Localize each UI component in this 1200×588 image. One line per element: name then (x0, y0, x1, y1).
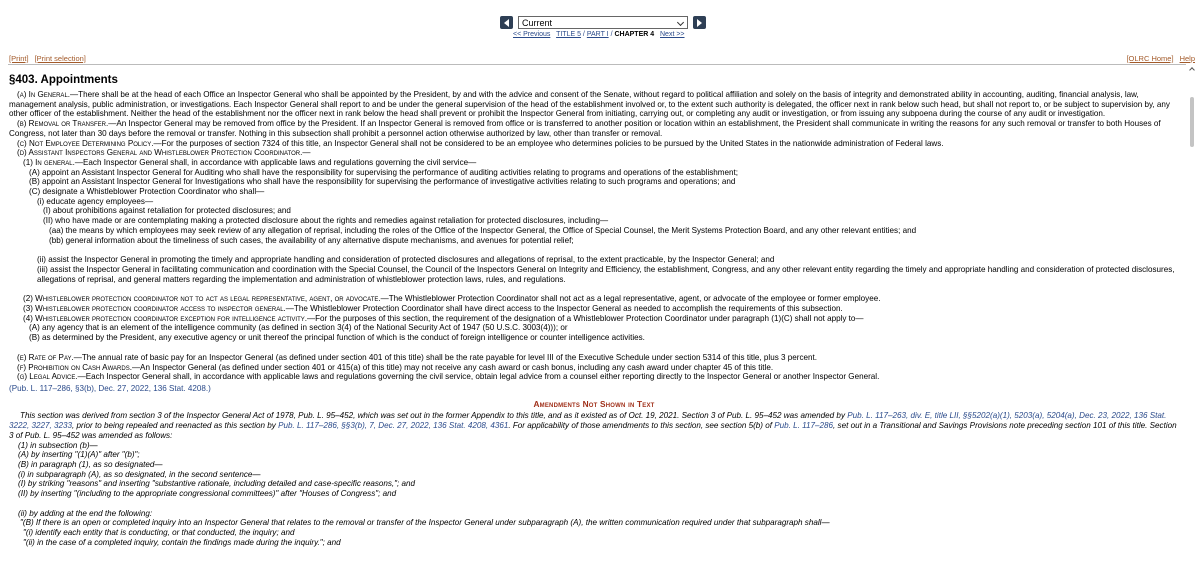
breadcrumb-part[interactable]: PART I (586, 31, 609, 38)
paragraph-d4 (9, 314, 1179, 324)
note-text: This section was derived from section 3 of the Inspector General Act of 1978, Pub. L. 95–452, which was set out in the former Appendix to this title, and as it existed as of Oct. 19, 2021. Section 3 of Pub. L. 95–452 was amended by (20, 411, 848, 421)
clause-d1Ci: (i) educate agency employees— (37, 196, 154, 206)
subsection-b-text: —An Inspector General may be removed from office by the President. If an Inspector General is removed from office or is transferred to another position or location within an establishment, the President shall communicate in writing the reasons for any such removal or transfer to both Houses of Congress, not later than 30 days before the removal or transfer. Nothing in this subsection shall prohibit a personnel action otherwise authorized by law, other than transfer or removal. (9, 119, 1161, 138)
arrow-left-icon (504, 19, 509, 27)
pub-law-link[interactable]: Pub. L. 117–263, div. E, title LII, §§5202(a)(1), 5203(a), 5204(a), Dec. 23, 2022, 136 Stat. 3222, 3227, 3233 (9, 411, 1167, 431)
top-navigation (0, 0, 1200, 44)
subsection-c-heading: (c) Not Employee Determining Policy. (17, 138, 154, 148)
note-line: "(B) If there is an open or completed inquiry into an Inspector General that relates to the removal or transfer of the Inspector General under subparagraph (A), the written communication required under that subparagraph shall— (20, 518, 830, 528)
subclause-d1CiII: (II) who have made or are contemplating making a protected disclosure about the rights and remedies against retaliation for protected disclosures, including— (43, 216, 609, 226)
amendments-note (9, 411, 1179, 440)
note-text: , prior to being repealed and reenacted as this section by (72, 421, 279, 431)
item-bb: (bb) general information about the timeliness of such cases, the availability of any alternative dispute mechanisms, and avenues for potential relief; (49, 235, 574, 245)
next-version-button[interactable] (693, 16, 706, 29)
note-line: (II) by inserting "(including to the appropriate congressional committees)" after "Houses of Congress"; and (18, 489, 397, 499)
clause-d1Ciii (9, 265, 1179, 284)
subclause-d1CiI: (I) about prohibitions against retaliation for protected disclosures; and (43, 206, 291, 216)
subsection-f-text: —An Inspector General (as defined under section 401 or 415(a) of this title) may not receive any cash award or cash bonus, including any cash award under chapter 45 of this title. (131, 362, 774, 372)
paragraph-d2 (9, 294, 1179, 304)
breadcrumb-title[interactable]: TITLE 5 (556, 31, 581, 38)
subsection-b (9, 119, 1179, 138)
note-line: (B) in paragraph (1), as so designated— (18, 459, 163, 469)
note-line: "(ii) in the case of a completed inquiry, contain the findings made during the inquiry."; and (23, 537, 341, 547)
subsection-c (9, 139, 1179, 149)
pub-law-link[interactable]: Pub. L. 117–286 (774, 421, 834, 431)
scrollbar-thumb[interactable] (1190, 97, 1194, 147)
breadcrumb (513, 31, 685, 38)
subsection-a-heading: (a) In General. (17, 90, 71, 99)
print-selection-link[interactable]: [Print selection] (34, 54, 86, 63)
subsection-e-text: —The annual rate of basic pay for an Inspector General (as defined under section 401 of this title) shall be the rate payable for level III of the Executive Schedule under section 5314 of this title, plus 3 percent. (73, 352, 818, 362)
spacer (9, 499, 1179, 509)
spacer (9, 284, 1179, 294)
note-line: (ii) by adding at the end the following: (18, 508, 153, 518)
paragraph-d2-text: —The Whistleblower Protection Coordinator shall not act as a legal representative, agent, or advocate of the employee or former employee. (380, 294, 881, 304)
spacer (9, 343, 1179, 353)
header-divider (8, 64, 1186, 65)
subparagraph-d4B: (B) as determined by the President, any executive agency or unit thereof the principal function of which is the conduct of foreign intelligence or counter intelligence activities. (29, 333, 645, 343)
subsection-g (9, 372, 1179, 382)
paragraph-d1-heading: (1) In general. (23, 157, 75, 167)
note-line: (A) by inserting "(1)(A)" after "(b)"; (18, 450, 140, 460)
note-line: (1) in subsection (b)— (18, 440, 98, 450)
paragraph-d3-heading: (3) Whistleblower protection coordinator access to inspector general. (23, 304, 286, 314)
help-link[interactable]: Help (1179, 54, 1195, 63)
prev-version-button[interactable] (500, 16, 513, 29)
nav-controls (500, 16, 706, 29)
subparagraph-d1A: (A) appoint an Assistant Inspector General for Auditing who shall have the responsibility for supervising the performance of auditing activities relating to programs and operations of the establishment; (29, 167, 739, 177)
arrow-right-icon (697, 19, 702, 27)
subparagraph-d4A: (A) any agency that is an element of the intelligence community (as defined in section 3(4) of the National Security Act of 1947 (50 U.S.C. 3003(4))); or (29, 323, 568, 333)
version-select[interactable] (518, 16, 688, 29)
note-text: . For applicability of those amendments to this section, see section 5(b) of (508, 421, 775, 431)
paragraph-d3-text: —The Whistleblower Protection Coordinator shall have direct access to the Inspector General as needed to accomplish the requirements of this subsection. (285, 304, 843, 314)
subparagraph-d1C: (C) designate a Whistleblower Protection Coordinator who shall— (29, 187, 265, 197)
previous-link[interactable]: << Previous (513, 31, 551, 38)
print-links (9, 54, 92, 63)
note-text: , set out in a Transitional and Savings Provisions note preceding section 101 of this title. Section 3 of Pub. L. 95–452 was amended as follows: (9, 421, 1177, 440)
note-line: "(i) identify each entity that is conducting, or that conducted, the inquiry; and (23, 528, 295, 538)
paragraph-d4-text: —For the purposes of this section, the requirement of the designation of a Whistleblower Protection Coordinator under paragraph (1)(C) shall not apply to— (307, 313, 864, 323)
subsection-a-text: —There shall be at the head of each Office an Inspector General who shall be appointed by the President, by and with the advice and consent of the Senate, without regard to political affiliation and solely on the basis of integrity and demonstrated ability in accounting, auditing, financial analysis, law, management analysis, public administration, or investigations. Each Inspector General shall report to and be under the general supervision of the head of the establishment involved or, to the extent such authority is delegated, the officer next in rank below such head, but shall not report to, or be subject to supervision by, any other officer of the establishment. Neither the head of the establishment nor the officer next in rank below the head shall prevent or prohibit the Inspector General from initiating, carrying out, or completing any audit or investigation, or from issuing any subpoena during the course of any audit or investigation. (9, 90, 1170, 119)
section-content (9, 74, 1179, 548)
amendments-heading: Amendments Not Shown in Text (533, 398, 655, 409)
subsection-f (9, 363, 1179, 373)
source-credit: (Pub. L. 117–286, §3(b), Dec. 27, 2022, 136 Stat. 4208.) (9, 383, 211, 393)
note-line: (i) in subparagraph (A), as so designated, in the second sentence— (18, 469, 261, 479)
paragraph-d3 (9, 304, 1179, 314)
subparagraph-d1B: (B) appoint an Assistant Inspector General for Investigations who shall have the responsibility for supervising the performance of investigative activities relating to such programs and operations; and (29, 177, 736, 187)
item-aa: (aa) the means by which employees may seek review of any allegation of reprisal, including the roles of the Office of the Inspector General, the Office of Special Counsel, the Merit Systems Protection Board, and any other relevant entities; and (49, 225, 917, 235)
subsection-a (9, 90, 1179, 119)
subsection-d-text: — (302, 148, 311, 158)
olrc-home-link[interactable]: [OLRC Home] (1126, 54, 1174, 63)
version-select-value: Current (522, 18, 553, 28)
breadcrumb-separator: / (580, 31, 587, 38)
section-heading: §403. Appointments (9, 74, 118, 86)
subsection-d (9, 148, 1179, 158)
subsection-b-heading: (b) Removal or Transfer. (17, 119, 109, 129)
paragraph-d1 (9, 158, 1179, 168)
subsection-g-heading: (g) Legal Advice. (17, 372, 78, 382)
paragraph-d1-text: —Each Inspector General shall, in accordance with applicable laws and regulations governing the civil service— (74, 157, 477, 167)
subsection-e-heading: (e) Rate of Pay. (17, 352, 74, 362)
note-line: (I) by striking "reasons" and inserting "substantive rationale, including detailed and case-specific reasons,"; and (18, 479, 416, 489)
header-links (1120, 54, 1195, 63)
paragraph-d4-heading: (4) Whistleblower protection coordinator exception for intelligence activity. (23, 313, 307, 323)
subsection-d-heading: (d) Assistant Inspectors General and Whistleblower Protection Coordinator. (17, 148, 303, 158)
subsection-g-text: —Each Inspector General shall, in accordance with applicable laws and regulations governing the civil service, obtain legal advice from a counsel either reporting directly to the Inspector General or another Inspector General. (77, 372, 880, 382)
chevron-down-icon (677, 19, 684, 26)
subsection-f-heading: (f) Prohibition on Cash Awards. (17, 362, 132, 372)
spacer (9, 245, 1179, 255)
breadcrumb-chapter: CHAPTER 4 (614, 31, 655, 38)
print-link[interactable]: [Print] (9, 54, 29, 63)
subsection-c-text: —For the purposes of section 7324 of this title, an Inspector General shall not be considered to be an employee who determines policies to be pursued by the United States in the nationwide administration of Federal laws. (153, 138, 944, 148)
clause-d1Cii: (ii) assist the Inspector General in promoting the timely and appropriate handling and consideration of protected disclosures and allegations of reprisal, to the extent practicable, by the Inspector General; and (37, 255, 775, 265)
scroll-up-icon[interactable] (1188, 66, 1196, 72)
pub-law-link[interactable]: Pub. L. 117–286, §§3(b), 7, Dec. 27, 2022, 136 Stat. 4208, 4361 (278, 421, 509, 431)
paragraph-d2-heading: (2) Whistleblower protection coordinator not to act as legal representative, agent, or advocate. (23, 294, 381, 304)
breadcrumb-separator: / (608, 31, 615, 38)
clause-d1Ciii-text: (iii) assist the Inspector General in facilitating communication and coordination with the Special Counsel, the Council of the Inspectors General on Integrity and Efficiency, the establishment, Congress, and any other relevant entity regarding the timely and appropriate handling and consideration of protected disclosures, allegations of reprisal, and general matters regarding the implementation and administration of whistleblower protection laws, rules, and regulations. (37, 264, 1175, 284)
subsection-e (9, 353, 1179, 363)
next-link[interactable]: Next >> (660, 31, 685, 38)
